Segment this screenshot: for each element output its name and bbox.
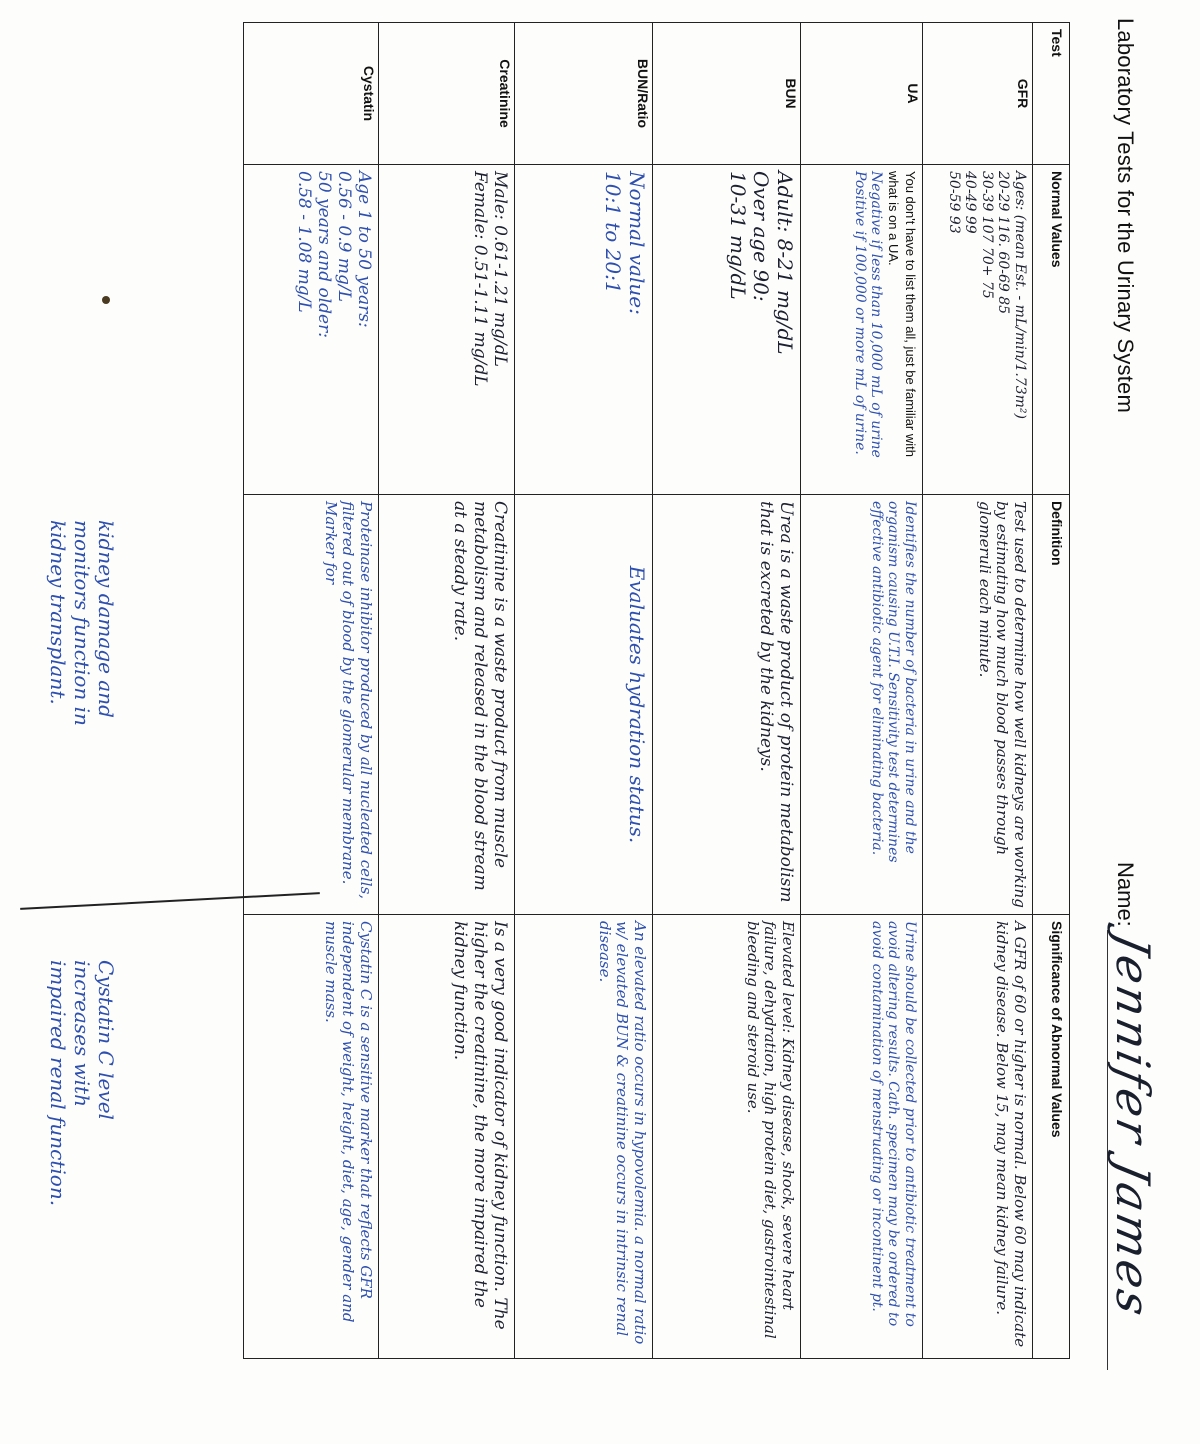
normal-values-bun-text: Adult: 8-21 mg/dL Over age 90: 10-31 mg/dL — [725, 171, 797, 355]
test-name-bun-ratio: BUN/Ratio — [515, 23, 653, 165]
significance-cystatin — [244, 915, 379, 1359]
normal-values-creatinine — [379, 165, 515, 495]
test-name-gfr: GFR — [923, 23, 1033, 165]
test-name-bun: BUN — [653, 23, 801, 165]
test-name-creatinine: Creatinine — [379, 23, 515, 165]
significance-ua-text: Urine should be collected prior to antibiotic treatment to avoid altering results. Cath. specimen may be ordered to avoid contamination of menstruating or incontinent pt. — [868, 921, 918, 1327]
definition-ua — [801, 495, 923, 915]
normal-values-cystatin-text: Age 1 to 50 years: 0.56 - 0.9 mg/L 50 years and older: 0.58 - 1.08 mg/L — [293, 171, 374, 338]
significance-creatinine — [379, 915, 515, 1359]
normal-values-gfr-text: Ages: (mean Est. - mL/min/1.73m²) 20-29 116. 60-69 85 30-39 107 70+ 75 40-49 99 50-59 93 — [945, 171, 1028, 419]
definition-ua-text: Identifies the number of bacteria in urine and the organism causing U.T.I. Sensitivity test determines effective antibiotic agent for eliminating bacteria. — [868, 501, 918, 863]
definition-bun-text: Urea is a waste product of protein metabolism that is excreted by the kidneys. — [755, 501, 796, 903]
column-header-significance: Significance of Abnormal Values — [1033, 915, 1070, 1359]
name-underline — [1107, 930, 1108, 1370]
definition-gfr-text: Test used to determine how well kidneys are working by estimating how much blood passes through glomeruli each minute. — [975, 501, 1029, 908]
table-row-ua — [801, 23, 923, 1359]
table-header-row — [1033, 23, 1070, 1359]
normal-values-gfr — [923, 165, 1033, 495]
significance-bun-ratio — [515, 915, 653, 1359]
lab-tests-table — [243, 22, 1070, 1359]
normal-values-bun — [653, 165, 801, 495]
normal-values-bun-ratio — [515, 165, 653, 495]
normal-values-ua — [801, 165, 923, 495]
significance-overflow-note: Cystatin C level increases with impaired renal function. — [46, 960, 118, 1207]
table-row-cystatin — [244, 23, 379, 1359]
normal-values-bun-ratio-text: Normal value: 10:1 to 20:1 — [601, 171, 649, 315]
definition-cystatin-text: Proteinase inhibitor produced by all nucleated cells, filtered out of blood by the glomerular membrane. Marker for — [321, 501, 375, 900]
test-name-ua: UA — [801, 23, 923, 165]
definition-bun — [653, 495, 801, 915]
column-header-normal-values: Normal Values — [1033, 165, 1070, 495]
normal-values-cystatin — [244, 165, 379, 495]
significance-bun-ratio-text: An elevated ratio occurs in hypovolemia. a normal ratio w/ elevated BUN & creatinine occurs in intrinsic renal disease. — [595, 921, 649, 1345]
page-title: Laboratory Tests for the Urinary System — [1113, 18, 1138, 413]
test-name-cystatin: Cystatin — [244, 23, 379, 165]
significance-gfr-text: A GFR of 60 or higher is normal. Below 60 may indicate kidney disease. Below 15, may mean kidney failure. — [993, 921, 1029, 1348]
table-row-bun-ratio — [515, 23, 653, 1359]
definition-overflow-note: kidney damage and monitors function in kidney transplant. — [46, 520, 118, 726]
table-row-bun — [653, 23, 801, 1359]
significance-gfr — [923, 915, 1033, 1359]
normal-values-ua-text: Negative if less than 10,000 mL of urine Positive if 100,000 or more mL of urine. — [851, 171, 885, 458]
normal-values-ua-instructions: You don't have to list them all, just be familiar with what is on a UA. — [886, 171, 918, 457]
significance-bun — [653, 915, 801, 1359]
student-name-signature: Jennifer James — [1106, 929, 1160, 1324]
definition-cystatin — [244, 495, 379, 915]
name-label: Name: — [1113, 862, 1138, 927]
significance-bun-text: Elevated level: Kidney disease, shock, severe heart failure, dehydration, high protein diet, gastrointestinal bleeding and steroid use. — [743, 921, 797, 1339]
definition-creatinine — [379, 495, 515, 915]
table-row-gfr — [923, 23, 1033, 1359]
significance-cystatin-text: Cystatin C is a sensitive marker that reflects GFR independent of weight, height, diet, age, gender and muscle mass. — [321, 921, 375, 1323]
definition-bun-ratio-text: Evaluates hydration status. — [625, 565, 649, 844]
table-row-creatinine — [379, 23, 515, 1359]
significance-ua — [801, 915, 923, 1359]
column-header-test: Test — [1033, 23, 1070, 165]
definition-gfr — [923, 495, 1033, 915]
significance-creatinine-text: Is a very good indicator of kidney function. The higher the creatinine, the more impaired the kidney function. — [449, 921, 510, 1330]
ink-dot — [102, 296, 110, 304]
definition-bun-ratio — [515, 495, 653, 915]
normal-values-creatinine-text: Male: 0.61-1.21 mg/dL Female: 0.51-1.11 mg/dL — [469, 171, 510, 387]
definition-creatinine-text: Creatinine is a waste product from muscle metabolism and released in the blood stream at a steady rate. — [449, 501, 510, 891]
column-header-definition: Definition — [1033, 495, 1070, 915]
